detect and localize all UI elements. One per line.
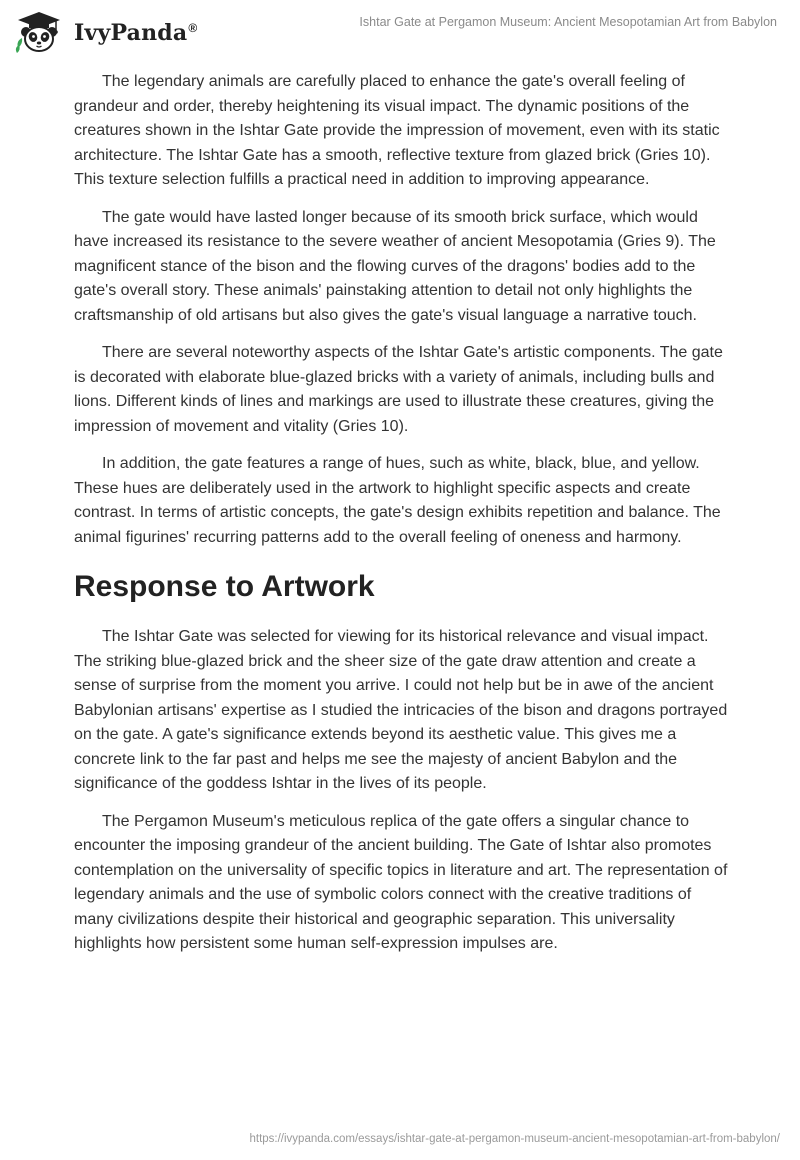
essay-content	[74, 70, 730, 970]
body-paragraph: There are several noteworthy aspects of the Ishtar Gate's artistic components. The gate is decorated with elaborate blue-glazed bricks with a variety of animals, including bulls and lions. Different kinds of lines and markings are used to illustrate these creatures, giving the impression of movement and vitality (Gries 10).	[74, 344, 723, 435]
ivypanda-logo[interactable]	[14, 10, 197, 54]
source-url[interactable]: https://ivypanda.com/essays/ishtar-gate-at-pergamon-museum-ancient-mesopotamian-art-from-babylon/	[249, 1133, 780, 1145]
document-title: Ishtar Gate at Pergamon Museum: Ancient Mesopotamian Art from Babylon	[359, 15, 777, 29]
body-paragraph: The Pergamon Museum's meticulous replica of the gate offers a singular chance to encounter the imposing grandeur of the ancient building. The Gate of Ishtar also promotes contemplation on the universality of specific topics in literature and art. The representation of legendary animals and the use of symbolic colors connect with the creative traditions of many civilizations despite their historical and geographic separation. This universality highlights how persistent some human self-expression impulses are.	[74, 812, 728, 952]
page-header	[0, 0, 800, 64]
section-heading: Response to Artwork	[74, 570, 375, 603]
body-paragraph: The Ishtar Gate was selected for viewing for its historical relevance and visual impact. The striking blue-glazed brick and the sheer size of the gate draw attention and create a sense of surprise from the moment you arrive. I could not help but be in awe of the ancient Babylonian artisans' expertise as I studied the intricacies of the bison and dragons portrayed on the gate. A gate's significance extends beyond its aesthetic value. This gives me a concrete link to the far past and helps me see the majesty of ancient Babylon and the significance of the goddess Ishtar in the lives of its people.	[74, 628, 728, 792]
registered-mark: ®	[188, 20, 198, 35]
logo-name: IvyPanda	[74, 20, 188, 46]
body-paragraph: The gate would have lasted longer because of its smooth brick surface, which would have increased its resistance to the severe weather of ancient Mesopotamia (Gries 9). The magnificent stance of the bison and the flowing curves of the dragons' bodies add to the gate's overall story. These animals' painstaking attention to detail not only highlights the craftsmanship of old artisans but also gives the gate's visual language a narrative touch.	[74, 208, 716, 324]
panda-graduate-icon	[14, 10, 64, 54]
body-paragraph: In addition, the gate features a range of hues, such as white, black, blue, and yellow. These hues are deliberately used in the artwork to highlight specific aspects and create contrast. In terms of artistic concepts, the gate's design exhibits repetition and balance. The animal figurines' recurring patterns add to the overall feeling of oneness and harmony.	[74, 455, 721, 546]
body-paragraph: The legendary animals are carefully placed to enhance the gate's overall feeling of grandeur and order, thereby heightening its visual impact. The dynamic positions of the creatures shown in the Ishtar Gate provide the impression of movement, even with its static architecture. The Ishtar Gate has a smooth, reflective texture from glazed brick (Gries 10). This texture selection fulfills a practical need in addition to improving appearance.	[74, 73, 720, 188]
logo-wordmark	[74, 20, 197, 46]
